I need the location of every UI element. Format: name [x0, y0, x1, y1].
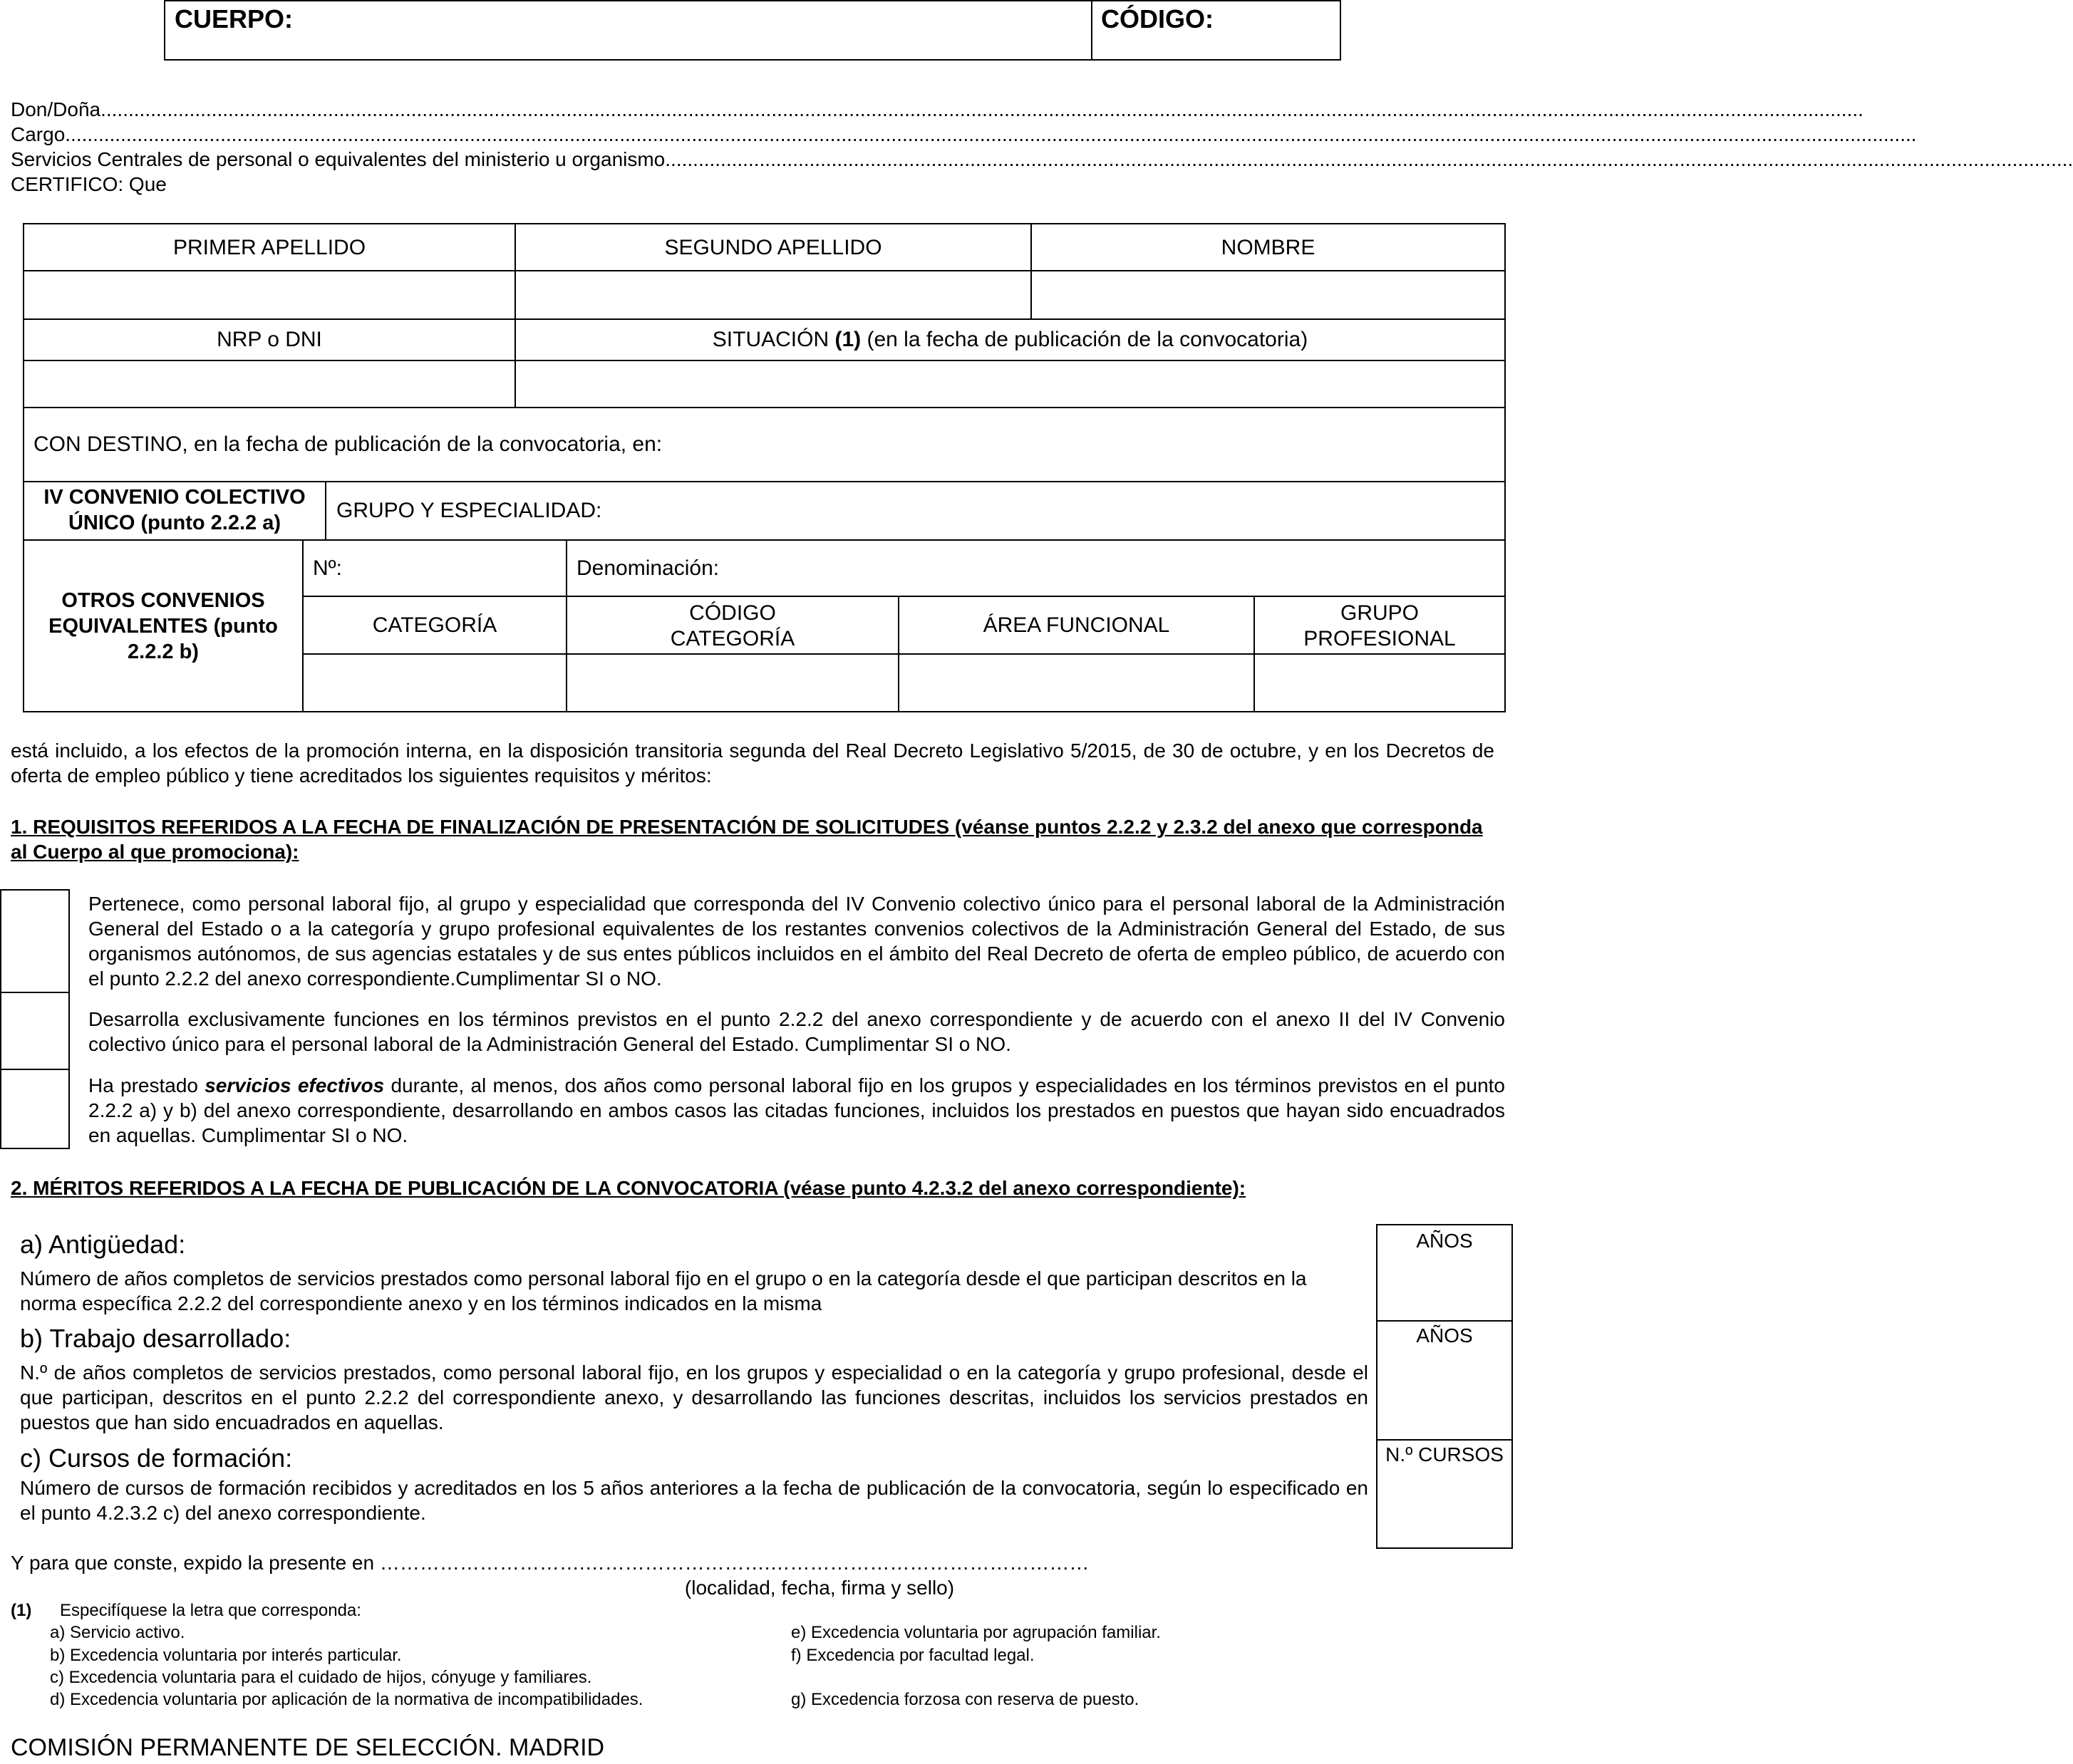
footnote-option-b: b) Excedencia voluntaria por interés particular.: [50, 1646, 402, 1665]
footnote-option-g: g) Excedencia forzosa con reserva de puesto.: [791, 1690, 1139, 1709]
comision-label: COMISIÓN PERMANENTE DE SELECCIÓN. MADRID: [11, 1734, 605, 1761]
cursos-text: Número de cursos de formación recibidos y acreditados en los 5 años anteriores a la fecha de publicación de la convocatoria, según lo especificado en el punto 4.2.3.2 c) del anexo correspondiente.: [20, 1477, 1368, 1524]
antiguedad-anos-input[interactable]: [1379, 1255, 1510, 1318]
grupo-profesional-header: GRUPO PROFESIONAL: [1303, 601, 1456, 650]
req2-checkbox[interactable]: [0, 992, 70, 1070]
footnote-option-f: f) Excedencia por facultad legal.: [791, 1646, 1035, 1665]
otros-convenios-label: OTROS CONVENIOS EQUIVALENTES (punto 2.2.2 b): [48, 589, 278, 663]
section2-title: 2. MÉRITOS REFERIDOS A LA FECHA DE PUBLICACIÓN DE LA CONVOCATORIA (véase punto 4.2.3.2 del anexo correspondiente):: [11, 1177, 1246, 1199]
footnote-option-d: d) Excedencia voluntaria por aplicación de la normativa de incompatibilidades.: [50, 1690, 643, 1709]
iv-convenio-label: IV CONVENIO COLECTIVO ÚNICO (punto 2.2.2 a): [43, 486, 306, 534]
header-divider: [1091, 0, 1092, 61]
servicios-line: Servicios Centrales de personal o equivalentes del ministerio u organismo..............................................................................................................................................................................................................................................................: [11, 148, 2073, 170]
primer-apellido-header: PRIMER APELLIDO: [172, 236, 366, 259]
footnote-number: (1): [11, 1601, 32, 1620]
footnote-option-c: c) Excedencia voluntaria para el cuidado de hijos, cónyuge y familiares.: [50, 1668, 592, 1687]
cuerpo-label: CUERPO:: [175, 4, 294, 33]
footnote-option-e: e) Excedencia voluntaria por agrupación familiar.: [791, 1623, 1161, 1642]
codigo-categoria-header: CÓDIGO CATEGORÍA: [670, 601, 795, 650]
conste-line: Y para que conste, expido la presente en ………………………….……………………….…………………………………………: [11, 1552, 1090, 1574]
cargo-line: Cargo..............................................................................................................................................................................................................................................................................................................................................: [11, 123, 1917, 145]
cursos-title: c) Cursos de formación:: [20, 1443, 293, 1473]
cursos-count-input[interactable]: [1379, 1469, 1510, 1546]
area-funcional-header: ÁREA FUNCIONAL: [983, 613, 1170, 637]
trabajo-title: b) Trabajo desarrollado:: [20, 1324, 291, 1353]
codigo-label: CÓDIGO:: [1101, 4, 1214, 33]
certifico-label: CERTIFICO: Que: [11, 173, 167, 195]
servicios-label: Servicios Centrales de personal o equivalentes del ministerio u organismo: [11, 148, 666, 170]
don-dona-line: Don/Doña..............................................................................................................................................................................................................................................................................................................................: [11, 98, 1863, 120]
cursos-count-label: N.º CURSOS: [1385, 1443, 1504, 1465]
section1-title: 1. REQUISITOS REFERIDOS A LA FECHA DE FINALIZACIÓN DE PRESENTACIÓN DE SOLICITUDES (véanse puntos 2.2.2 y 2.3.2 del anexo que corresponda al Cuerpo al que promociona):: [11, 816, 1483, 863]
req1-checkbox[interactable]: [0, 889, 70, 993]
req3-checkbox[interactable]: [0, 1069, 70, 1149]
segundo-apellido-header: SEGUNDO APELLIDO: [664, 236, 882, 259]
nrp-dni-header: NRP o DNI: [217, 328, 322, 351]
req1-text: Pertenece, como personal laboral fijo, al grupo y especialidad que corresponda del IV Convenio colectivo único para el personal laboral de la Administración General del Estado o a la categoría y grupo profesional equivalentes de los restantes convenios colectivos de la Administración General del Estado, de sus organismos autónomos, de sus agencias estatales y de sus entes públicos incluidos en el ámbito del Real Decreto de oferta de empleo público, de acuerdo con el punto 2.2.2 del anexo correspondiente.Cumplimentar SI o NO.: [88, 893, 1505, 990]
don-dona-label: Don/Doña: [11, 98, 101, 120]
antiguedad-title: a) Antigüedad:: [20, 1230, 186, 1259]
req3-text: Ha prestado servicios efectivos durante, al menos, dos años como personal laboral fijo en los grupos y especialidades en los términos previstos en el punto 2.2.2 a) y b) del anexo correspondiente, desarrollando en ambos casos las citadas funciones, incluidos los prestados en puestos que hayan sido encuadrados en aquellas. Cumplimentar SI o NO.: [88, 1074, 1505, 1146]
req2-text: Desarrolla exclusivamente funciones en los términos previstos en el punto 2.2.2 del anexo correspondiente y de acuerdo con el anexo II del IV Convenio colectivo único para el personal laboral de la Administración General del Estado. Cumplimentar SI o NO.: [88, 1008, 1505, 1055]
incluido-paragraph: está incluido, a los efectos de la promoción interna, en la disposición transitoria segunda del Real Decreto Legislativo 5/2015, de 30 de octubre, y en los Decretos de oferta de empleo público y tiene acreditados los siguientes requisitos y méritos:: [11, 740, 1494, 787]
antiguedad-text: Número de años completos de servicios prestados como personal laboral fijo en el grupo o en la categoría desde el que participan descritos en la norma específica 2.2.2 del correspondiente anexo y en los términos indicados en la misma: [20, 1267, 1307, 1314]
numero-label: Nº:: [313, 556, 342, 580]
footnote-title: Especifíquese la letra que corresponda:: [60, 1601, 361, 1620]
trabajo-anos-input[interactable]: [1379, 1350, 1510, 1437]
nombre-header: NOMBRE: [1221, 236, 1315, 259]
con-destino-label: CON DESTINO, en la fecha de publicación de la convocatoria, en:: [33, 432, 663, 456]
categoria-header: CATEGORÍA: [372, 613, 497, 637]
trabajo-text: N.º de años completos de servicios prestados, como personal laboral fijo, en los grupos y especialidad o en la categoría y grupo profesional, desde el que participan, descritos en el punto 2.2.2 del correspondiente anexo, y desarrollando las funciones descritas, incluidos los servicios prestados en puestos que han sido encuadrados en aquellas.: [20, 1361, 1368, 1433]
trabajo-anos-label: AÑOS: [1416, 1324, 1473, 1347]
denominacion-label: Denominación:: [577, 556, 720, 580]
cargo-label: Cargo: [11, 123, 66, 145]
situacion-header: SITUACIÓN (1) (en la fecha de publicación de la convocatoria): [712, 328, 1308, 351]
grupo-especialidad-label: GRUPO Y ESPECIALIDAD:: [336, 499, 602, 522]
localidad-caption: (localidad, fecha, firma y sello): [684, 1577, 955, 1599]
antiguedad-anos-label: AÑOS: [1416, 1230, 1473, 1252]
footnote-option-a: a) Servicio activo.: [50, 1623, 185, 1642]
